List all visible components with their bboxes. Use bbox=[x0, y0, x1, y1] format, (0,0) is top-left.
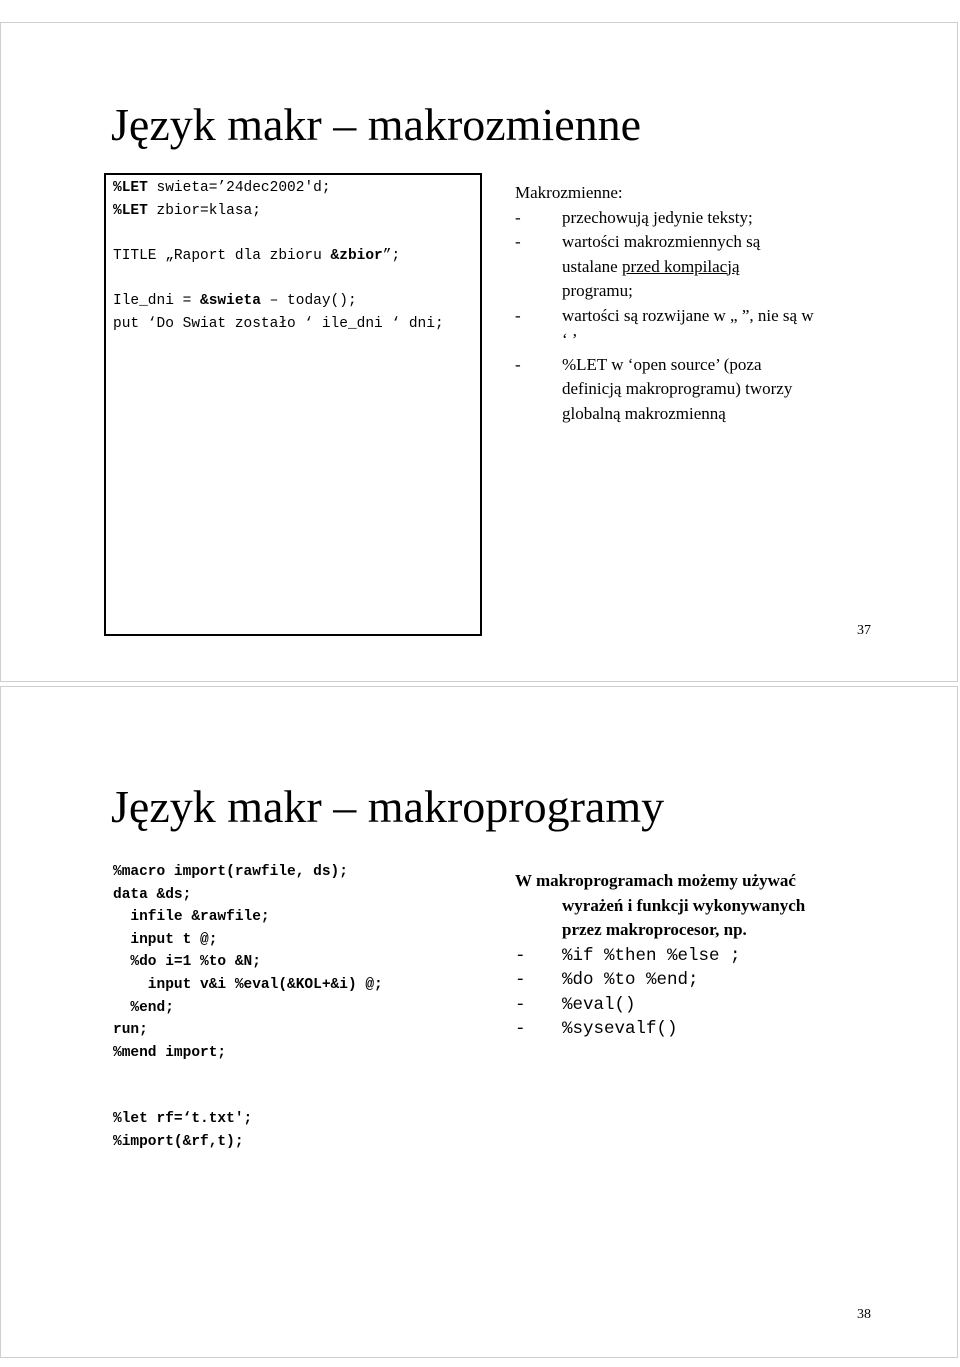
code-line: %do i=1 %to &N; bbox=[113, 954, 261, 971]
code-line bbox=[113, 222, 444, 245]
notes-text-line: W makroprogramach możemy używać bbox=[515, 871, 796, 890]
code-line bbox=[113, 267, 444, 290]
list-dash: - bbox=[515, 207, 521, 227]
list-text: przechowują jedynie teksty; bbox=[562, 207, 753, 227]
slide-37 bbox=[0, 22, 958, 682]
code-text: zbior=klasa; bbox=[147, 202, 261, 219]
notes-heading: Makrozmienne: bbox=[515, 183, 623, 202]
list-code: %sysevalf() bbox=[562, 1019, 678, 1039]
code-line: input v&i %eval(&KOL+&i) @; bbox=[113, 976, 383, 993]
code-line: infile &rawfile; bbox=[113, 909, 270, 926]
code-macro-ref: &zbior bbox=[330, 247, 383, 264]
code-text: swieta=’24dec2002'd; bbox=[147, 180, 331, 196]
notes-text-line: przez makroprocesor, np. bbox=[562, 920, 747, 939]
list-dash: - bbox=[515, 232, 521, 251]
list-text: ustalane bbox=[562, 256, 622, 276]
notes-block bbox=[515, 869, 805, 1041]
code-line: run; bbox=[113, 1022, 148, 1039]
code-line: data &ds; bbox=[113, 886, 192, 903]
list-dash: - bbox=[515, 945, 526, 966]
list-item-continuation bbox=[515, 377, 814, 402]
code-text: TITLE „Raport dla zbioru bbox=[113, 247, 331, 264]
slide-title: Język makr – makroprogramy bbox=[111, 781, 665, 832]
list-code: %eval() bbox=[562, 994, 636, 1015]
code-block bbox=[113, 177, 444, 335]
list-dash: - bbox=[515, 305, 521, 325]
list-text: %LET w ‘open source’ (poza bbox=[562, 354, 762, 374]
code-line: %macro import(rawfile, ds); bbox=[113, 864, 348, 880]
code-line bbox=[113, 290, 444, 313]
list-item bbox=[515, 943, 805, 968]
code-line: %import(&rf,t); bbox=[113, 1133, 244, 1150]
list-item bbox=[515, 1016, 805, 1041]
code-text: Ile_dni = bbox=[113, 292, 201, 309]
slide-title: Język makr – makrozmienne bbox=[111, 99, 642, 150]
code-line: %mend import; bbox=[113, 1044, 227, 1061]
macro-call-code-block bbox=[113, 1108, 252, 1153]
list-item bbox=[515, 992, 805, 1017]
list-text: wartości są rozwijane w „ ”, nie są w bbox=[562, 305, 814, 325]
list-dash: - bbox=[515, 1019, 526, 1039]
code-line: input t @; bbox=[113, 931, 218, 948]
list-dash: - bbox=[515, 970, 526, 990]
list-item-continuation bbox=[515, 255, 814, 280]
list-item bbox=[515, 304, 814, 329]
page-number: 37 bbox=[857, 623, 871, 638]
code-line: %end; bbox=[113, 999, 174, 1016]
list-item bbox=[515, 206, 814, 231]
list-code: %if %then %else ; bbox=[562, 945, 741, 966]
list-item bbox=[515, 353, 814, 378]
code-line bbox=[113, 177, 444, 200]
code-keyword: %LET bbox=[113, 202, 148, 219]
list-dash: - bbox=[515, 994, 526, 1015]
list-item bbox=[515, 230, 814, 255]
code-text: put ‘Do Swiat zostało ‘ ile_dni ‘ dni; bbox=[113, 315, 444, 332]
list-item-continuation bbox=[515, 279, 814, 304]
code-line bbox=[113, 200, 444, 223]
notes-block bbox=[515, 181, 814, 426]
code-text: – today(); bbox=[260, 292, 357, 309]
macro-code-block bbox=[113, 861, 383, 1064]
list-item bbox=[515, 967, 805, 992]
list-text: globalną makrozmienną bbox=[562, 403, 726, 423]
list-text: ‘ ’ bbox=[562, 330, 578, 349]
list-text: wartości makrozmiennych są bbox=[562, 232, 761, 251]
list-item-continuation bbox=[515, 328, 814, 353]
code-text: ”; bbox=[382, 247, 401, 264]
notes-text-line: wyrażeń i funkcji wykonywanych bbox=[562, 895, 806, 915]
code-line: %let rf=‘t.txt'; bbox=[113, 1111, 253, 1127]
code-line bbox=[113, 245, 444, 268]
underlined-text: przed kompilacją bbox=[621, 256, 740, 276]
list-code: %do %to %end; bbox=[562, 970, 699, 990]
list-text: definicją makroprogramu) tworzy bbox=[562, 379, 793, 398]
code-keyword: %LET bbox=[113, 180, 148, 196]
list-item-continuation bbox=[515, 402, 814, 427]
code-macro-ref: &swieta bbox=[200, 292, 261, 309]
list-dash: - bbox=[515, 354, 521, 374]
list-text: programu; bbox=[562, 281, 633, 300]
slide-38 bbox=[0, 686, 958, 1358]
code-line bbox=[113, 313, 444, 336]
page-number: 38 bbox=[857, 1307, 871, 1322]
